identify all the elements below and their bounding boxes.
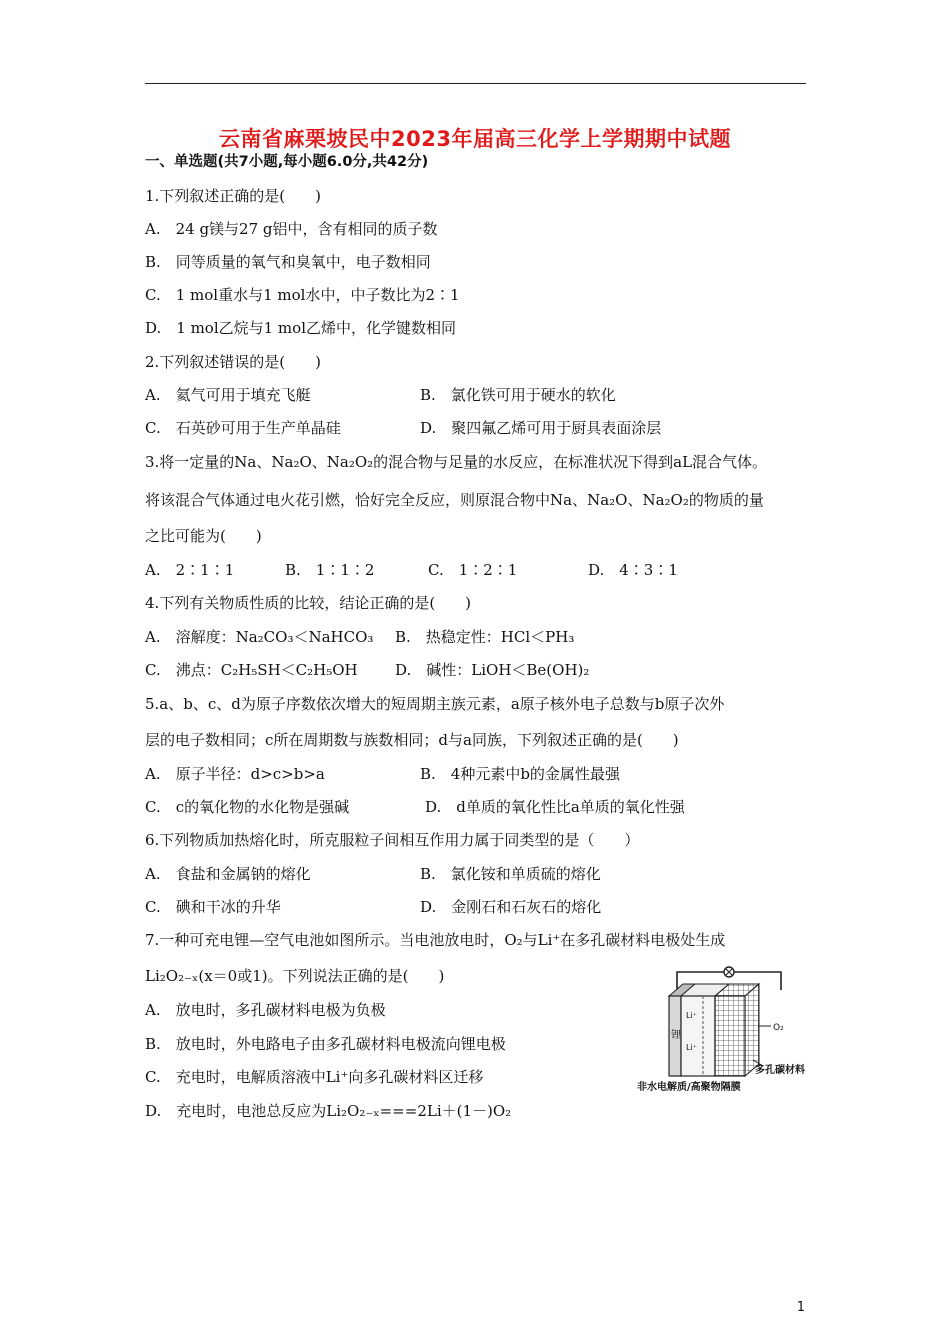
q2-option-d: D. 聚四氟乙烯可用于厨具表面涂层	[420, 419, 662, 437]
lithium-label: 锂	[671, 1030, 681, 1041]
q5-row-1	[145, 764, 620, 784]
membrane-label: 非水电解质/高聚物隔膜	[637, 1082, 741, 1093]
q6-row-2	[145, 897, 602, 917]
q4-option-b: B. 热稳定性：HCl＜PH₃	[395, 628, 575, 646]
q2-row-2	[145, 418, 662, 438]
q4-option-d: D. 碱性：LiOH＜Be(OH)₂	[395, 661, 590, 679]
q7-option-c: C. 充电时，电解质溶液中Li⁺向多孔碳材料区迁移	[145, 1068, 484, 1086]
q5-option-d: D. d单质的氧化性比a单质的氧化性强	[425, 798, 685, 816]
document-title: 云南省麻栗坡民中2023年届高三化学上学期期中试题	[219, 127, 731, 151]
q2-row-1	[145, 385, 616, 405]
q1-option-d: D. 1 mol乙烷与1 mol乙烯中，化学键数相同	[145, 319, 456, 337]
q4-option-c: C. 沸点：C₂H₅SH＜C₂H₅OH	[145, 661, 358, 679]
q4-row-1	[145, 627, 575, 647]
q7-option-a: A. 放电时，多孔碳材料电极为负极	[145, 1001, 386, 1019]
bulb-icon	[724, 967, 734, 977]
q3-stem-line-3: 之比可能为( )	[145, 527, 262, 545]
q2-option-c: C. 石英砂可用于生产单晶硅	[145, 419, 341, 437]
q2-option-a: A. 氦气可用于填充飞艇	[145, 386, 311, 404]
q1-option-b: B. 同等质量的氧气和臭氧中，电子数相同	[145, 253, 431, 271]
q7-option-b: B. 放电时，外电路电子由多孔碳材料电极流向锂电极	[145, 1035, 506, 1053]
q5-option-c: C. c的氧化物的水化物是强碱	[145, 798, 350, 816]
q6-stem: 6.下列物质加热熔化时，所克服粒子间相互作用力属于同类型的是（ ）	[145, 831, 640, 849]
q3-option-c: C. 1∶2∶1	[428, 561, 518, 579]
q3-option-a: A. 2∶1∶1	[145, 561, 235, 579]
q5-option-a: A. 原子半径：d>c>b>a	[145, 765, 325, 783]
q1-option-a: A. 24 g镁与27 g铝中，含有相同的质子数	[145, 220, 438, 238]
li-ion-label-top: Li⁺	[686, 1011, 697, 1020]
q2-stem: 2.下列叙述错误的是( )	[145, 353, 322, 371]
porous-carbon-electrode	[715, 996, 745, 1076]
q3-stem-line-2: 将该混合气体通过电火花引燃，恰好完全反应，则原混合物中Na、Na₂O、Na₂O₂的物质的量	[145, 491, 764, 509]
q7-stem-line-1: 7.一种可充电锂—空气电池如图所示。当电池放电时，O₂与Li⁺在多孔碳材料电极处生成	[145, 931, 726, 949]
q2-option-b: B. 氯化铁可用于硬水的软化	[420, 386, 616, 404]
electrolyte-region	[681, 996, 715, 1076]
q6-option-c: C. 碘和干冰的升华	[145, 898, 281, 916]
q6-option-a: A. 食盐和金属钠的熔化	[145, 865, 311, 883]
q3-options	[145, 560, 678, 580]
q7-option-d: D. 充电时，电池总反应为Li₂O₂₋ₓ===2Li＋(1－)O₂	[145, 1102, 512, 1120]
q5-stem-line-2: 层的电子数相同；c所在周期数与族数相同；d与a同族，下列叙述正确的是( )	[145, 731, 679, 749]
q6-row-1	[145, 864, 601, 884]
q3-stem-line-1: 3.将一定量的Na、Na₂O、Na₂O₂的混合物与足量的水反应，在标准状况下得到aL混合气体。	[145, 453, 768, 471]
o2-label: O₂	[773, 1023, 784, 1033]
q5-stem-line-1: 5.a、b、c、d为原子序数依次增大的短周期主族元素，a原子核外电子总数与b原子次外	[145, 695, 725, 713]
header-rule	[145, 83, 806, 84]
q1-option-c: C. 1 mol重水与1 mol水中，中子数比为2∶1	[145, 286, 460, 304]
q4-row-2	[145, 660, 590, 680]
q5-row-2	[145, 797, 685, 817]
q1-stem: 1.下列叙述正确的是( )	[145, 187, 322, 205]
lithium-air-battery-diagram	[633, 960, 819, 1094]
q6-option-d: D. 金刚石和石灰石的熔化	[420, 898, 602, 916]
li-ion-label-bottom: Li⁺	[686, 1043, 697, 1052]
q6-option-b: B. 氯化铵和单质硫的熔化	[420, 865, 601, 883]
carbon-label: 多孔碳材料	[755, 1065, 805, 1076]
section-heading: 一、单选题(共7小题,每小题6.0分,共42分)	[145, 154, 429, 170]
q4-stem: 4.下列有关物质性质的比较，结论正确的是( )	[145, 594, 472, 612]
q3-option-b: B. 1∶1∶2	[285, 561, 375, 579]
q4-option-a: A. 溶解度：Na₂CO₃＜NaHCO₃	[145, 628, 374, 646]
q5-option-b: B. 4种元素中b的金属性最强	[420, 765, 620, 783]
q7-stem-line-2: Li₂O₂₋ₓ(x＝0或1)。下列说法正确的是( )	[145, 967, 445, 985]
page-number: 1	[796, 1300, 805, 1315]
q3-option-d: D. 4∶3∶1	[588, 561, 678, 579]
